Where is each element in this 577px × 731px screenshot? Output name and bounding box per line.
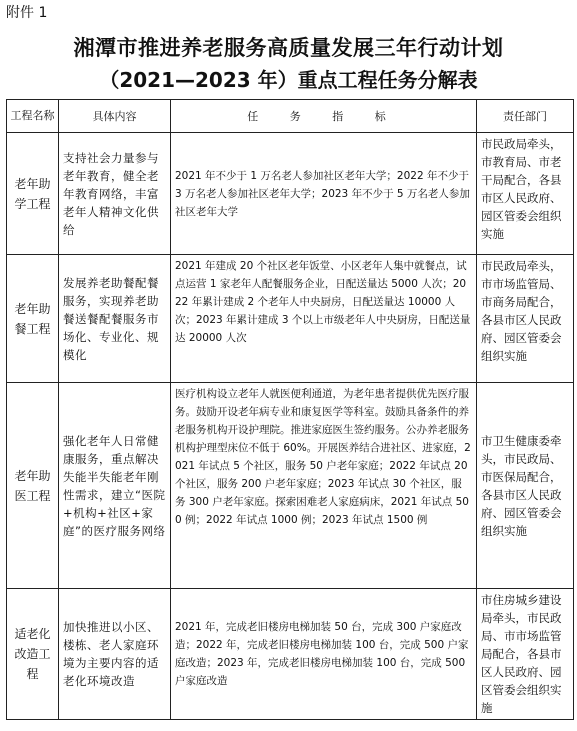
project-content: 支持社会力量参与老年教育，健全老年教育网络，丰富老年人精神文化供给 <box>59 133 171 255</box>
attachment-label: 附件 1 <box>6 5 48 21</box>
header-indicators: 任 务 指 标 <box>171 100 477 133</box>
header-content: 具体内容 <box>59 100 171 133</box>
table-row <box>7 133 574 255</box>
responsible-dept: 市卫生健康委牵头，市民政局、市医保局配合，各县市区人民政府、园区管委会组织实施 <box>477 383 574 589</box>
project-name: 老年助医工程 <box>7 383 59 589</box>
document-subtitle: （2021—2023 年）重点工程任务分解表 <box>99 68 478 92</box>
task-table <box>6 99 574 720</box>
project-name: 适老化改造工程 <box>7 589 59 720</box>
table-header-row <box>7 100 574 133</box>
project-content: 加快推进以小区、楼栋、老人家庭环境为主要内容的适老化环境改造 <box>59 589 171 720</box>
project-content: 强化老年人日常健康服务，重点解决失能半失能老年刚性需求，建立“医院+机构+社区+家庭”的医疗服务网络 <box>59 383 171 589</box>
table-row <box>7 255 574 383</box>
responsible-dept: 市民政局牵头，市市场监管局、市商务局配合，各县市区人民政府、园区管委会组织实施 <box>477 255 574 383</box>
document-title: 湘潭市推进养老服务高质量发展三年行动计划 <box>73 36 504 60</box>
project-indicators: 2021 年建成 20 个社区老年饭堂、小区老年人集中就餐点，试点运营 1 家老年人配餐服务企业，日配送量达 5000 人次；2022 年累计建成 2 个老年人中央厨房，日配送量达 10000 人次；2023 年累计建成 3 个以上市级老年人中央厨房，日配送量达 20000 人次 <box>171 255 477 383</box>
responsible-dept: 市住房城乡建设局牵头，市民政局、市市场监管局配合，各县市区人民政府、园区管委会组织实施 <box>477 589 574 720</box>
header-project-name: 工程名称 <box>7 100 59 133</box>
project-indicators: 2021 年不少于 1 万名老人参加社区老年大学；2022 年不少于 3 万名老人参加社区老年大学；2023 年不少于 5 万名老人参加社区老年大学 <box>171 133 477 255</box>
header-responsible-dept: 责任部门 <box>477 100 574 133</box>
project-indicators: 2021 年，完成老旧楼房电梯加装 50 台，完成 300 户家庭改造；2022 年，完成老旧楼房电梯加装 100 台，完成 500 户家庭改造；2023 年，完成老旧楼房电梯加装 100 台，完成 500 户家庭改造 <box>171 589 477 720</box>
responsible-dept: 市民政局牵头，市教育局、市老干局配合，各县市区人民政府、园区管委会组织实施 <box>477 133 574 255</box>
project-content: 发展养老助餐配餐服务，实现养老助餐送餐配餐服务市场化、专业化、规模化 <box>59 255 171 383</box>
table-row <box>7 589 574 720</box>
project-indicators: 医疗机构设立老年人就医便利通道，为老年患者提供优先医疗服务。鼓励开设老年病专业和康复医学等科室。鼓励具备条件的养老服务机构开设护理院。推进家庭医生签约服务。公办养老服务机构护理型床位不低于 60%。开展医养结合进社区、进家庭，2021 年试点 5 个社区，服务 50 户老年家庭；2022 年试点 20 个社区，服务 200 户老年家庭；2023 年试点 30 个社区，服务 300 户老年家庭。探索困难老人家庭病床，2021 年试点 500 例；2022 年试点 1000 例；2023 年试点 1500 例 <box>171 383 477 589</box>
project-name: 老年助餐工程 <box>7 255 59 383</box>
project-name: 老年助学工程 <box>7 133 59 255</box>
table-row <box>7 383 574 589</box>
